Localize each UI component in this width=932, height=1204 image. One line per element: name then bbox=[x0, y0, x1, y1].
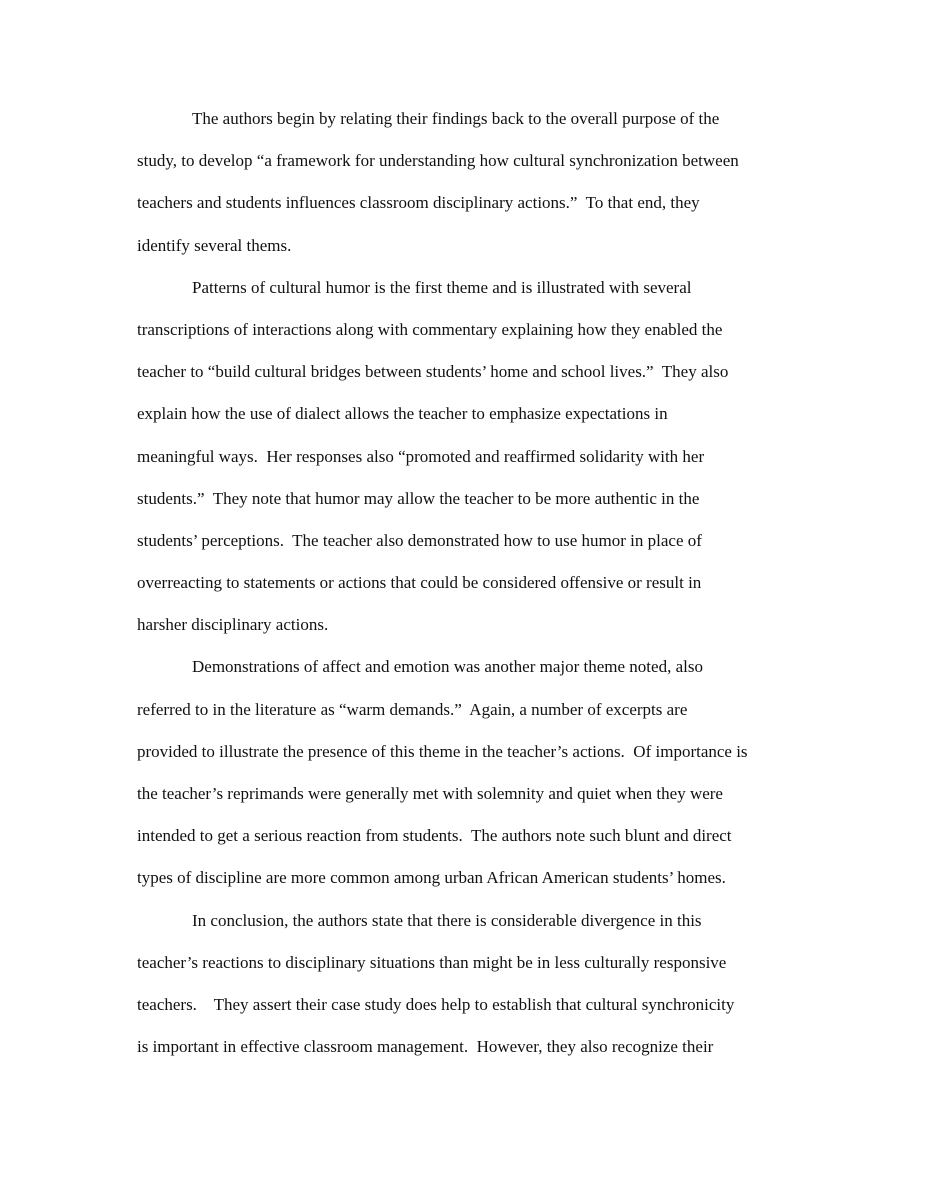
body-text bbox=[137, 98, 801, 1068]
paragraph-2-line-5: meaningful ways. Her responses also “promoted and reaffirmed solidarity with her bbox=[137, 446, 705, 466]
paragraph-1-line-3: teachers and students influences classroom disciplinary actions.” To that end, they bbox=[137, 193, 700, 213]
paragraph-2-line-1: Patterns of cultural humor is the first theme and is illustrated with several bbox=[192, 277, 692, 297]
paragraph-3-line-3: provided to illustrate the presence of this theme in the teacher’s actions. Of importance is bbox=[137, 741, 748, 761]
paragraph-3-line-6: types of discipline are more common among urban African American students’ homes. bbox=[137, 868, 726, 888]
paragraph-2-line-4: explain how the use of dialect allows the teacher to emphasize expectations in bbox=[137, 404, 668, 424]
paragraph-3-line-1: Demonstrations of affect and emotion was another major theme noted, also bbox=[192, 657, 703, 677]
paragraph-2-line-3: teacher to “build cultural bridges between students’ home and school lives.” They also bbox=[137, 362, 729, 382]
paragraph-2-line-7: students’ perceptions. The teacher also demonstrated how to use humor in place of bbox=[137, 530, 702, 550]
paragraph-2-line-6: students.” They note that humor may allow the teacher to be more authentic in the bbox=[137, 488, 700, 508]
paragraph-3-line-5: intended to get a serious reaction from students. The authors note such blunt and direct bbox=[137, 826, 732, 846]
paragraph-2-line-8: overreacting to statements or actions that could be considered offensive or result in bbox=[137, 573, 702, 593]
paragraph-3-line-2: referred to in the literature as “warm demands.” Again, a number of excerpts are bbox=[137, 699, 688, 719]
paragraph-4-line-3: teachers. They assert their case study does help to establish that cultural synchronicity bbox=[137, 994, 735, 1014]
paragraph-3-line-4: the teacher’s reprimands were generally met with solemnity and quiet when they were bbox=[137, 784, 723, 803]
paragraph-1-line-1: The authors begin by relating their findings back to the overall purpose of the bbox=[192, 109, 720, 128]
paragraph-1-line-4: identify several thems. bbox=[137, 235, 292, 255]
paragraph-2-line-2: transcriptions of interactions along with commentary explaining how they enabled the bbox=[137, 319, 723, 339]
paragraph-4-line-1: In conclusion, the authors state that there is considerable divergence in this bbox=[192, 910, 702, 930]
paragraph-1-line-2: study, to develop “a framework for understanding how cultural synchronization between bbox=[137, 151, 739, 171]
paragraph-4-line-4: is important in effective classroom management. However, they also recognize their bbox=[137, 1037, 714, 1057]
paragraph-4-line-2: teacher’s reactions to disciplinary situations than might be in less culturally responsive bbox=[137, 952, 727, 972]
paragraph-2-line-9: harsher disciplinary actions. bbox=[137, 615, 329, 635]
